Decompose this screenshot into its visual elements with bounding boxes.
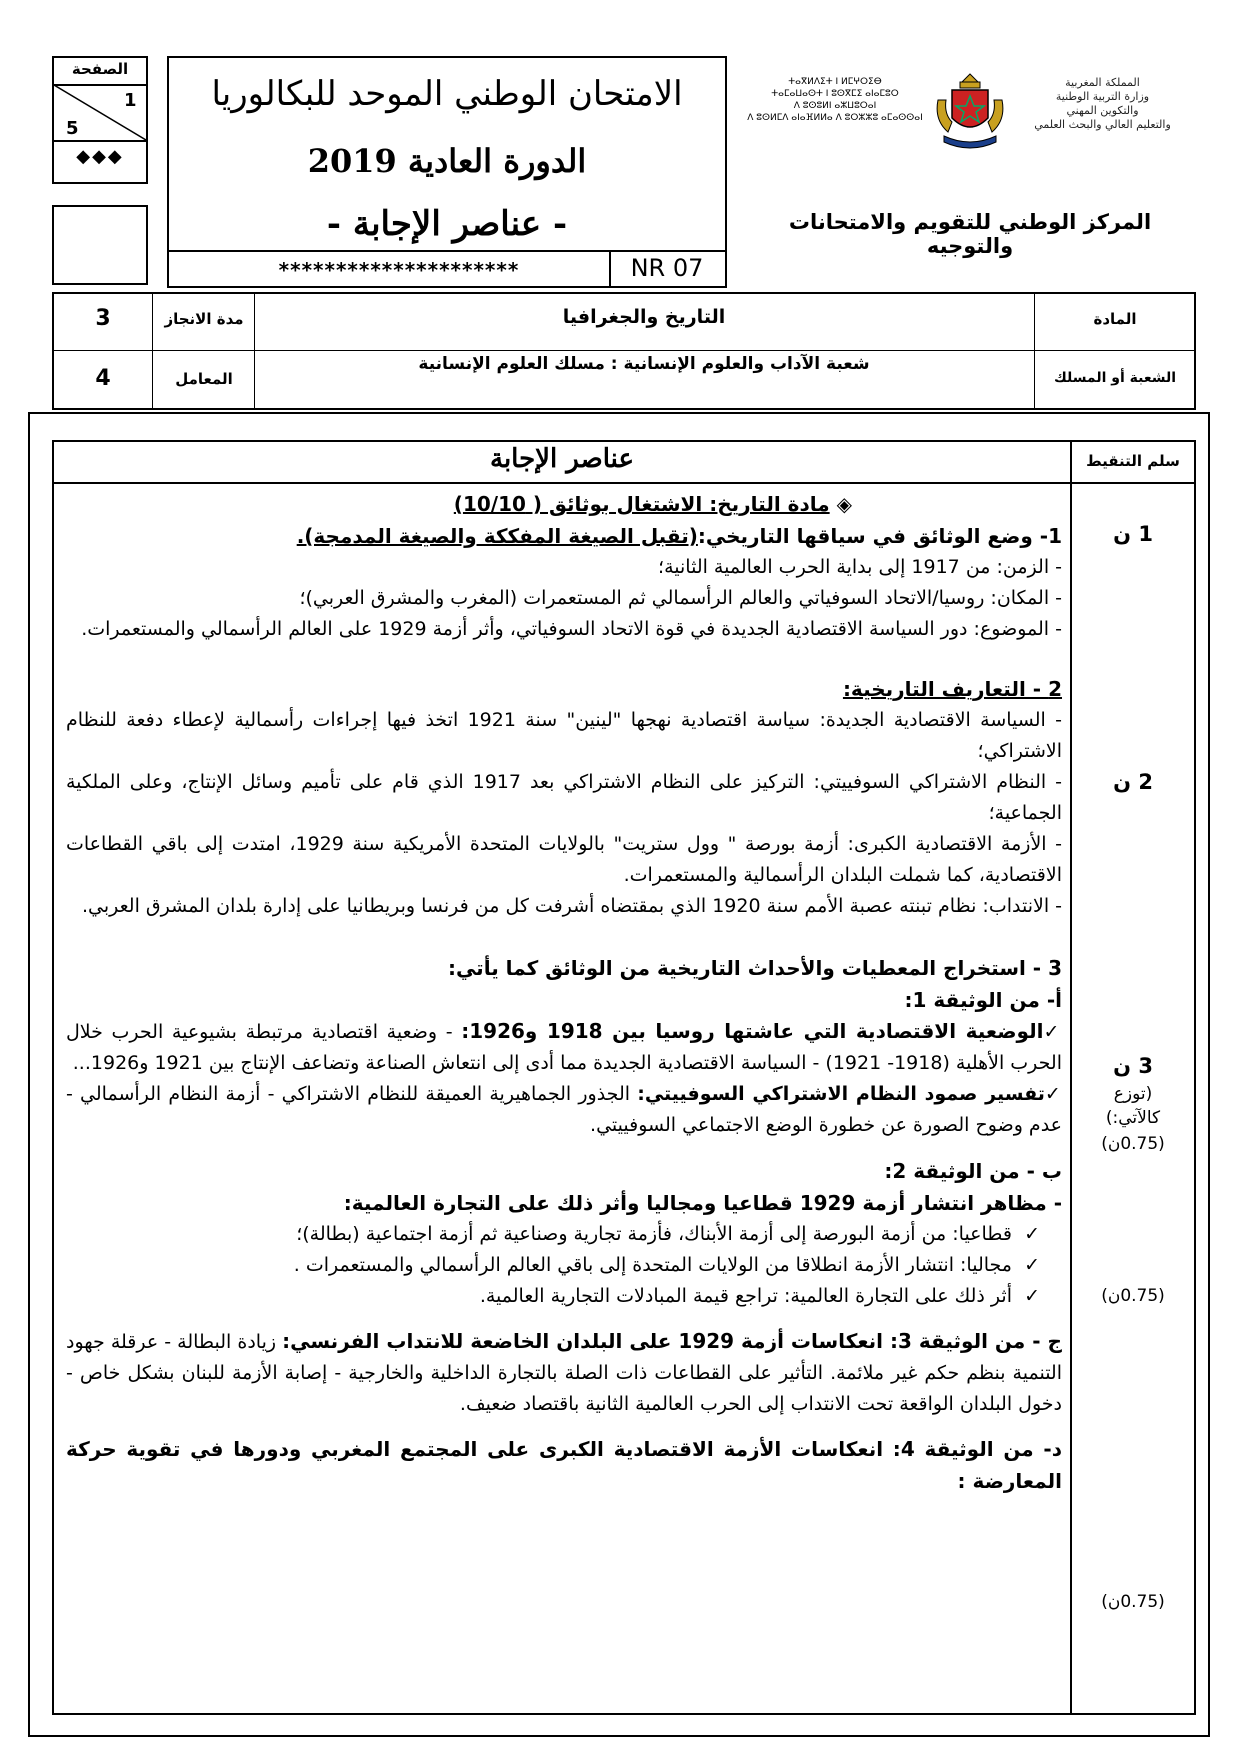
q3a-heading: أ- من الوثيقة 1: [904, 988, 1062, 1012]
check-icon: ✓ [1024, 1285, 1040, 1307]
info-table [52, 292, 1196, 410]
q1-line-2: - المكان: روسيا/الاتحاد السوفياتي والعالم الرأسمالي ثم المستعمرات (المغرب والمشرق العربي)؛ [299, 587, 1062, 609]
q3b-heading: ب - من الوثيقة 2: [884, 1159, 1062, 1183]
info-col-divider-2 [254, 294, 255, 408]
coef-label: المعامل [175, 370, 233, 388]
answer-table [52, 440, 1196, 1715]
table-header-divider [54, 482, 1194, 484]
center-name: المركز الوطني للتقويم والامتحانات والتوجيه [788, 210, 1152, 258]
q1-line-3: - الموضوع: دور السياسة الاقتصادية الجديدة في قوة الاتحاد السوفياتي، وأثر أزمة 1929 على العالم الرأسمالي والمستعمرات. [81, 618, 1062, 640]
subject-label: المادة [1093, 310, 1137, 328]
coat-of-arms-icon [930, 70, 1010, 154]
score-q3-note-2: كالآتي:) [1105, 1108, 1161, 1128]
check-icon: ✓ [1024, 1223, 1040, 1245]
score-q3b: (0.75ن) [1101, 1286, 1165, 1306]
check-icon: ✓ [1024, 1254, 1040, 1276]
track-label: الشعبة أو المسلك [1053, 370, 1177, 386]
blank-box [52, 205, 148, 285]
exam-code: NR 07 [630, 254, 704, 282]
score-q3-note-3: (0.75ن) [1101, 1134, 1165, 1154]
check-icon: ✓ [1043, 1021, 1062, 1043]
ministry-name: المملكة المغربية وزارة التربية الوطنية والتكوين المهني والتعليم العالي والبحث العلمي [1034, 76, 1171, 131]
q2-line-4: - الانتداب: نظام تبنته عصبة الأمم سنة 1920 الذي بمقتضاه أشرفت كل من فرنسا وبريطانيا على إدارة بلدان المشرق العربي. [81, 895, 1062, 917]
answer-content [66, 488, 1062, 1498]
main-title [66, 488, 1062, 520]
duration-value: 3 [95, 306, 111, 331]
q2-line-3: - الأزمة الاقتصادية الكبرى: أزمة بورصة " وول ستريت" بالولايات المتحدة الأمريكية سنة 1929، امتدت إلى باقي القطاعات الاقتصادية، كما شملت البلدان الرأسمالية والمستعمرات. [66, 833, 1062, 886]
page-number: 1 [124, 90, 137, 111]
q3a-bullet-2: ✓تفسير صمود النظام الاشتراكي السوفييتي: الجذور الجماهيرية العميقة للنظام الاشتراكي - أزمة النظام الرأسمالي - عدم وضوح الصورة عن خطورة الوضع الاجتماعي السوفييتي. [66, 1083, 1062, 1136]
doc-type: - عناصر الإجابة - [326, 204, 568, 244]
score-q1: 1 ن [1113, 522, 1153, 546]
q3b-subheading: - مظاهر انتشار أزمة 1929 قطاعيا ومجاليا وأثر ذلك على التجارة العالمية: [343, 1191, 1062, 1215]
stars: ********************* [278, 258, 520, 282]
exam-session: الدورة العادية 2019 [307, 142, 587, 180]
exam-title-box [167, 56, 727, 288]
info-col-divider-3 [1034, 294, 1035, 408]
info-row-divider [54, 350, 1194, 351]
score-q3: 3 ن [1113, 1054, 1153, 1078]
q1-heading: 1- وضع الوثائق في سياقها التاريخي:(تقبل الصيغة المفككة والصيغة المدمجة). [296, 524, 1062, 548]
exam-title-divider [169, 250, 725, 252]
q2-line-2: - النظام الاشتراكي السوفييتي: التركيز على النظام الاشتراكي بعد 1917 الذي قام على تأميم وسائل الإنتاج، وعلى الملكية الجماعية؛ [66, 771, 1062, 824]
score-q3-note-1: (توزع [1113, 1084, 1153, 1104]
diamond-icon: ◈ [836, 492, 852, 516]
q1-line-1: - الزمن: من 1917 إلى بداية الحرب العالمية الثانية؛ [658, 556, 1062, 578]
main-title-text: مادة التاريخ: الاشتغال بوثائق ( 10/10) [453, 492, 830, 516]
q3b-line-3: ✓ أثر ذلك على التجارة العالمية: تراجع قيمة المبادلات التجارية العالمية. [479, 1285, 1040, 1307]
q3a-bullet-1: ✓الوضعية الاقتصادية التي عاشتها روسيا بين 1918 و1926: - وضعية اقتصادية مرتبطة بشيوعية الحرب خلال الحرب الأهلية (1918- 1921) - السياسة الاقتصادية الجديدة مما أدى إلى انتعاش الصناعة وتضاعف الإنتاج بين 1921 و1926... [66, 1019, 1062, 1074]
ministry-tifinagh: ⵜⴰⴳⵍⴷⵉⵜ ⵏ ⵍⵎⵖⵔⵉⴱ ⵜⴰⵎⴰⵡⴰⵙⵜ ⵏ ⵓⵙⴳⵎⵉ ⴰⵏⴰⵎⵓⵔ ⴷ ⵓⵙⵓⵍⵏ ⴰⵣⵡⵓⵔⴰⵏ ⴷ ⵓⵙⵍⵎⴷ ⴰⵏⴰⴼⵍⵍⴰ ⴷ ⵓⵔⵣⵣⵓ ⴰⵎⴰⵙⵙⴰⵏ [747, 77, 923, 123]
duration-label: مدة الانجاز [164, 310, 244, 328]
page-box-divider [54, 140, 146, 142]
check-icon: ✓ [1044, 1083, 1062, 1105]
coef-value: 4 [95, 366, 111, 391]
page-total: 5 [66, 118, 79, 139]
q3b-line-1: ✓ قطاعيا: من أزمة البورصة إلى أزمة الأبناك، فأزمة تجارية وصناعية ثم أزمة اجتماعية (بطالة)؛ [296, 1223, 1040, 1245]
q2-line-1: - السياسة الاقتصادية الجديدة: سياسة اقتصادية نهجها "لينين" سنة 1921 اتخذ فيها إجراءات رأسمالية لإعطاء دفعة للنظام الاشتراكي؛ [66, 709, 1063, 762]
exam-title: الامتحان الوطني الموحد للبكالوريا [211, 74, 683, 114]
page-number-box [52, 56, 148, 184]
page-label: الصفحة [71, 60, 129, 78]
q3d-paragraph: د- من الوثيقة 4: انعكاسات الأزمة الاقتصادية الكبرى على المجتمع المغربي ودورها في تقوية حركة المعارضة : [66, 1437, 1062, 1493]
score-q2: 2 ن [1113, 770, 1153, 794]
q3c-paragraph: ج - من الوثيقة 3: انعكاسات أزمة 1929 على البلدان الخاضعة للانتداب الفرنسي: زيادة البطالة - عرقلة جهود التنمية بنظم حكم غير ملائمة. التأثير على القطاعات ذات الصلة بالتجارة الداخلية والخارجية - إصابة الأزمة للبنان بشكل خاص - دخول البلدان الواقعة تحت الانتداب إلى الحرب العالمية الثانية باقتصاد ضعيف. [66, 1329, 1062, 1415]
q3-heading: 3 - استخراج المعطيات والأحداث التاريخية من الوثائق كما يأتي: [447, 956, 1062, 980]
score-q3d: (0.75ن) [1101, 1592, 1165, 1612]
q3b-line-2: ✓ مجاليا: انتشار الأزمة انطلاقا من الولايات المتحدة إلى باقي العالم الرأسمالي والمستعمرات . [293, 1254, 1040, 1276]
q2-heading: 2 - التعاريف التاريخية: [842, 677, 1062, 701]
table-header: عناصر الإجابة [490, 444, 634, 474]
score-header: سلم التنقيط [1086, 452, 1180, 470]
info-col-divider-1 [152, 294, 153, 408]
page-marker: ◆◆◆ [76, 146, 124, 167]
track-value: شعبة الآداب والعلوم الإنسانية : مسلك العلوم الإنسانية [418, 354, 870, 374]
subject-value: التاريخ والجغرافيا [562, 306, 726, 328]
